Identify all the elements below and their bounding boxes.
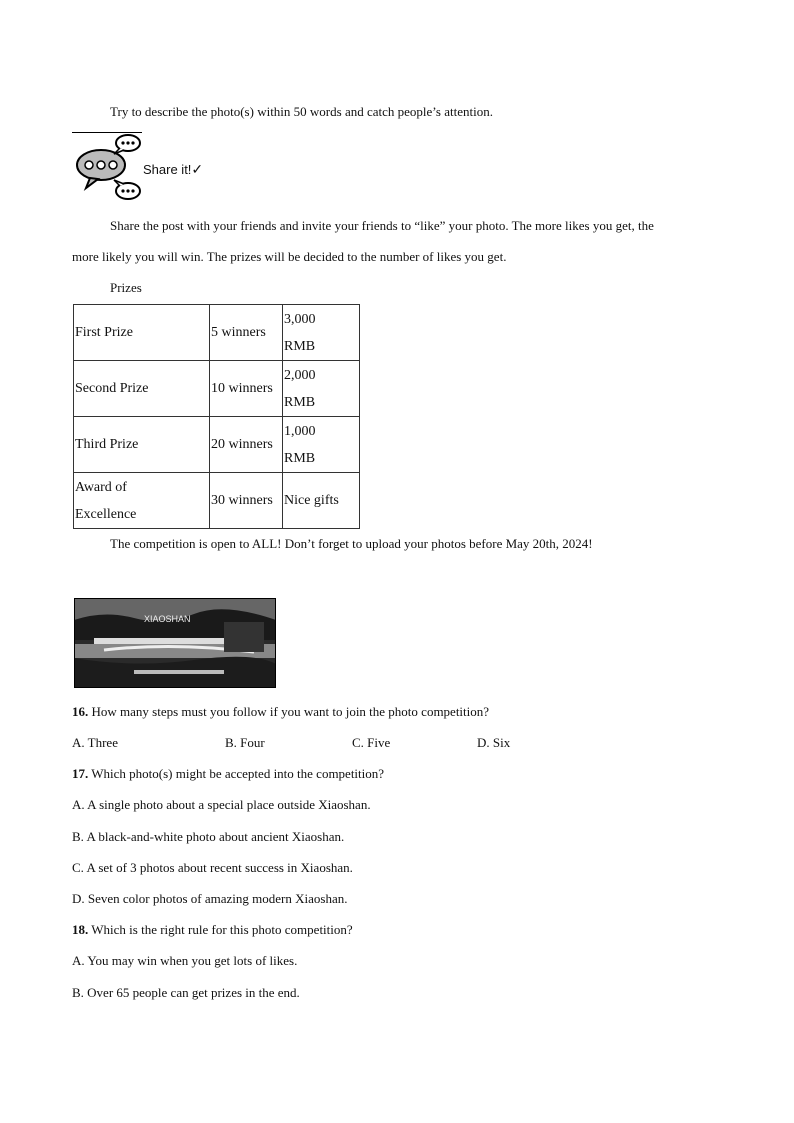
- prize-winners: 5 winners: [210, 305, 283, 361]
- option-c: C. Five: [352, 735, 391, 750]
- question-text: How many steps must you follow if you want to join the photo competition?: [88, 704, 490, 719]
- reward-amount: 3,000: [284, 311, 316, 327]
- speech-bubbles-icon: [74, 134, 144, 204]
- xiaoshan-landscape-photo: [74, 598, 276, 688]
- option-b: B. A black-and-white photo about ancient Xiaoshan.: [72, 829, 345, 844]
- checkmark-icon: ✓: [191, 161, 204, 177]
- reward-amount: 1,000: [284, 423, 316, 439]
- question-number: 18.: [72, 922, 89, 937]
- prize-name-line: Award of: [75, 479, 127, 495]
- question-number: 17.: [72, 766, 89, 781]
- prize-reward: [283, 417, 360, 473]
- reward-currency: RMB: [284, 394, 316, 410]
- table-row: [74, 417, 360, 473]
- reward-currency: RMB: [284, 450, 316, 466]
- prize-name: First Prize: [74, 305, 210, 361]
- prize-reward: Nice gifts: [283, 473, 360, 529]
- question-number: 16.: [72, 704, 89, 719]
- share-text: Share it!: [143, 162, 192, 177]
- prize-name: Third Prize: [74, 417, 210, 473]
- prize-name: Second Prize: [74, 361, 210, 417]
- option-a: A. A single photo about a special place outside Xiaoshan.: [72, 797, 371, 812]
- prize-winners: 20 winners: [210, 417, 283, 473]
- prize-winners: 30 winners: [210, 473, 283, 529]
- option-c: C. A set of 3 photos about recent success in Xiaoshan.: [72, 860, 353, 875]
- prize-reward: [283, 305, 360, 361]
- table-row: [74, 473, 360, 529]
- question-16: [72, 704, 489, 720]
- option-a: A. You may win when you get lots of likes.: [72, 953, 298, 968]
- table-row: [74, 361, 360, 417]
- share-label: [143, 161, 203, 178]
- prizes-table: [73, 304, 360, 529]
- reward-amount: 2,000: [284, 367, 316, 383]
- question-text: Which is the right rule for this photo competition?: [88, 922, 353, 937]
- prize-winners: 10 winners: [210, 361, 283, 417]
- table-row: [74, 305, 360, 361]
- share-paragraph-line-2: more likely you will win. The prizes will be decided to the number of likes you get.: [72, 249, 507, 264]
- option-a: A. Three: [72, 735, 118, 750]
- photo-caption: XIAOSHAN: [144, 614, 191, 624]
- divider: [72, 132, 142, 133]
- option-b: B. Four: [225, 735, 265, 750]
- prize-name-line: Excellence: [75, 506, 137, 522]
- intro-line: Try to describe the photo(s) within 50 words and catch people’s attention.: [110, 104, 493, 119]
- share-paragraph-line-1: Share the post with your friends and invite your friends to “like” your photo. The more likes you get, the: [110, 218, 654, 233]
- question-18: [72, 922, 353, 938]
- option-b: B. Over 65 people can get prizes in the end.: [72, 985, 300, 1000]
- closing-line: The competition is open to ALL! Don’t forget to upload your photos before May 20th, 2024!: [110, 536, 593, 551]
- question-text: Which photo(s) might be accepted into the competition?: [88, 766, 385, 781]
- prize-name: [74, 473, 210, 529]
- option-d: D. Seven color photos of amazing modern Xiaoshan.: [72, 891, 348, 906]
- reward-currency: RMB: [284, 338, 316, 354]
- question-17: [72, 766, 384, 782]
- prize-reward: [283, 361, 360, 417]
- prizes-heading: Prizes: [110, 280, 142, 295]
- option-d: D. Six: [477, 735, 511, 750]
